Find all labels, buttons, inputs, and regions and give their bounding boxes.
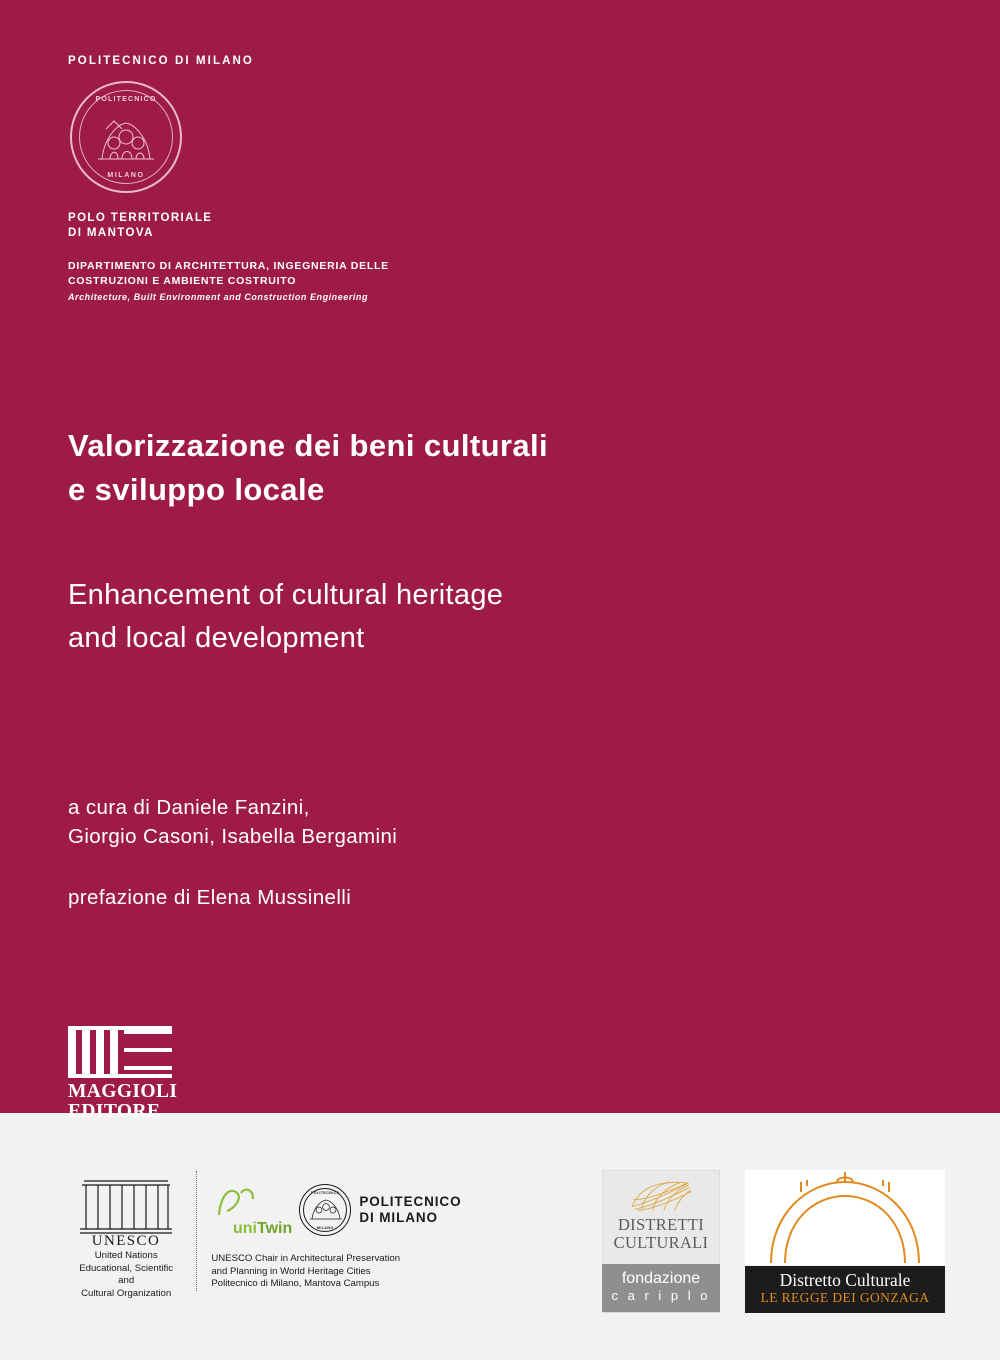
politecnico-wordmark-line-2: DI MILANO: [359, 1210, 438, 1225]
department-name-english: Architecture, Built Environment and Construction Engineering: [68, 292, 369, 302]
unitwin-logo-row: [211, 1171, 492, 1249]
regge-label-line-2: LE REGGE DEI GONZAGA: [760, 1290, 930, 1305]
dome-outline-icon: [745, 1170, 945, 1265]
distretti-culturali-title: [614, 1216, 709, 1252]
unesco-caption-line-1: United Nations: [94, 1250, 158, 1261]
publisher-logo: [68, 1026, 178, 1122]
partner-logos-row: [0, 1113, 1000, 1360]
regge-label: [745, 1266, 945, 1313]
crest-bottom-text: MILANO: [107, 172, 145, 179]
maggioli-bars-logo: [68, 1026, 172, 1078]
preface-credit: prefazione di Elena Mussinelli: [68, 886, 352, 909]
editors-line-2: Giorgio Casoni, Isabella Bergamini: [68, 825, 398, 848]
svg-text:UNESCO: UNESCO: [91, 1233, 161, 1247]
distretti-title-line-2: CULTURALI: [613, 1233, 709, 1252]
chair-caption-line-1: UNESCO Chair in Architectural Preservation: [211, 1253, 401, 1264]
svg-text:Twin: Twin: [257, 1220, 293, 1237]
publisher-name: MAGGIOLI: [68, 1081, 178, 1102]
university-name: POLITECNICO DI MILANO: [68, 55, 254, 67]
crest-figure-icon: [94, 109, 158, 167]
title-english: [68, 574, 768, 660]
politecnico-crest-small-icon: [299, 1184, 351, 1236]
campus-name: [68, 211, 588, 241]
unesco-caption-line-2: Educational, Scientific and: [79, 1262, 174, 1287]
credits-block: [68, 793, 708, 912]
crest-top-text: POLITECNICO: [95, 96, 157, 103]
editors-line-1: a cura di Daniele Fanzini,: [68, 796, 310, 819]
editors: [68, 793, 708, 851]
cariplo-line-1: fondazione: [621, 1270, 701, 1287]
unesco-temple-icon: [74, 1171, 178, 1247]
globe-grid-icon: [613, 1179, 709, 1212]
cariplo-line-2: c a r i p l o: [611, 1288, 711, 1303]
department-line-1: DIPARTIMENTO DI ARCHITETTURA, INGEGNERIA DELLE: [68, 260, 389, 272]
department-name: [68, 259, 588, 305]
institution-identity-block: [68, 55, 588, 305]
title-block: [68, 424, 768, 660]
svg-text:uni: uni: [233, 1220, 258, 1237]
title-italian-line-1: Valorizzazione dei beni culturali: [68, 428, 549, 463]
regge-label-line-1: Distretto Culturale: [779, 1270, 911, 1290]
politecnico-crest-icon: [70, 81, 182, 193]
title-english-line-1: Enhancement of cultural heritage: [68, 579, 504, 611]
unesco-chair-caption: [211, 1253, 492, 1291]
chair-caption-line-3: Politecnico di Milano, Mantova Campus: [211, 1278, 380, 1290]
unesco-caption: [72, 1250, 180, 1300]
title-italian: [68, 424, 768, 512]
unitwin-chair-block: [196, 1171, 492, 1291]
politecnico-wordmark-line-1: POLITECNICO: [359, 1194, 462, 1209]
fondazione-cariplo-logo: [602, 1264, 720, 1312]
unitwin-logo-icon: [211, 1181, 295, 1239]
crest-small-top-text: POLITECNICO: [310, 1191, 340, 1195]
campus-line-2: DI MANTOVA: [68, 227, 154, 239]
unesco-logo-block: [72, 1171, 492, 1300]
distretti-culturali-logo: [602, 1170, 720, 1313]
unesco-caption-line-3: Cultural Organization: [81, 1287, 172, 1299]
dome-illustration: [745, 1170, 945, 1265]
distretti-title-line-1: DISTRETTI: [617, 1215, 705, 1234]
crest-small-figure-icon: [308, 1197, 344, 1223]
publisher-subtitle: EDITORE: [68, 1101, 161, 1122]
distretto-culturale-regge-logo: [745, 1170, 945, 1313]
politecnico-wordmark: [359, 1194, 461, 1226]
campus-line-1: POLO TERRITORIALE: [68, 212, 213, 224]
politecnico-small-logo: [299, 1184, 461, 1236]
chair-caption-line-2: and Planning in World Heritage Cities: [211, 1265, 371, 1277]
title-italian-line-2: e sviluppo locale: [68, 472, 325, 507]
title-english-line-2: and local development: [68, 622, 365, 654]
department-line-2: COSTRUZIONI E AMBIENTE COSTRUITO: [68, 274, 297, 287]
crest-small-bottom-text: MILANO: [317, 1226, 334, 1230]
unesco-logo: [72, 1171, 180, 1300]
